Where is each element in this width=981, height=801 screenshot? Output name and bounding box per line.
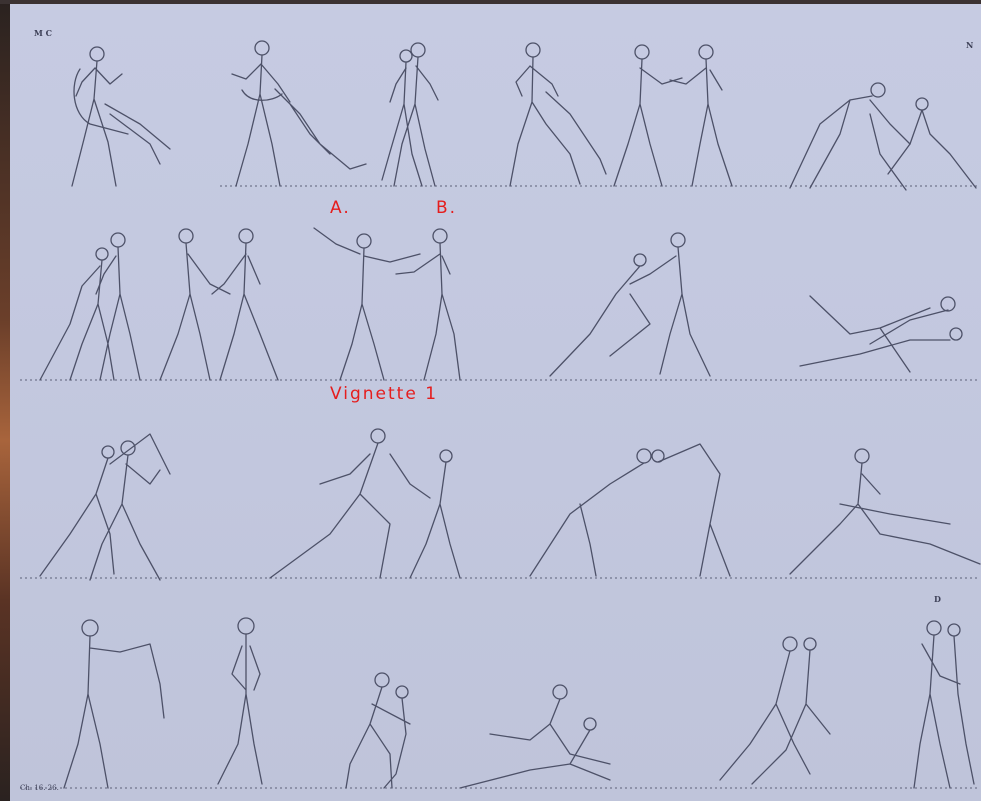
wrestler-pair-r2-5 bbox=[800, 296, 962, 372]
wrestler-pair-r3-4 bbox=[790, 449, 980, 574]
figures-drawing bbox=[10, 4, 981, 801]
wrestler-pair-r2-1 bbox=[40, 233, 140, 380]
wrestler-pair-r1-1 bbox=[72, 47, 170, 186]
wrestler-pair-r3-3 bbox=[530, 444, 730, 576]
wrestler-pair-r4-6 bbox=[914, 621, 974, 788]
annotation-figure-a: A. bbox=[330, 198, 351, 218]
row-1 bbox=[72, 41, 980, 190]
wrestler-pair-r1-2 bbox=[232, 41, 366, 186]
annotation-figure-b: B. bbox=[436, 198, 458, 218]
wrestler-pair-r3-1 bbox=[40, 434, 170, 580]
plate-corner-mark-top-left: M C bbox=[34, 28, 53, 38]
row-4-marker: D bbox=[934, 594, 941, 604]
figure-with-staff-r4-1 bbox=[64, 620, 164, 788]
wrestler-pair-r2-4 bbox=[550, 233, 710, 376]
wrestler-pair-r4-5 bbox=[720, 637, 830, 784]
wrestler-pair-r4-4 bbox=[460, 685, 610, 788]
row-4 bbox=[20, 618, 980, 788]
figure-standing-r4-2 bbox=[218, 618, 262, 784]
plate-corner-mark-top-right: N bbox=[966, 40, 974, 50]
wrestler-pair-r1-4 bbox=[510, 43, 606, 186]
row-3 bbox=[20, 429, 980, 580]
plate-corner-mark-bottom-left: Ch. 16. 26. bbox=[20, 784, 59, 792]
annotation-vignette-label: Vignette 1 bbox=[330, 384, 439, 404]
wrestler-pair-r1-5 bbox=[614, 45, 732, 186]
wrestler-pair-r2-2 bbox=[160, 229, 278, 380]
wrestler-pair-r1-6 bbox=[790, 83, 976, 190]
wrestler-pair-r1-3 bbox=[382, 43, 438, 186]
wrestler-pair-r2-3 bbox=[314, 228, 460, 380]
wrestler-pair-r3-2 bbox=[270, 429, 460, 578]
row-2 bbox=[20, 228, 980, 380]
wrestler-pair-r4-3 bbox=[346, 673, 410, 788]
wrestling-plate-illustration bbox=[10, 4, 981, 801]
